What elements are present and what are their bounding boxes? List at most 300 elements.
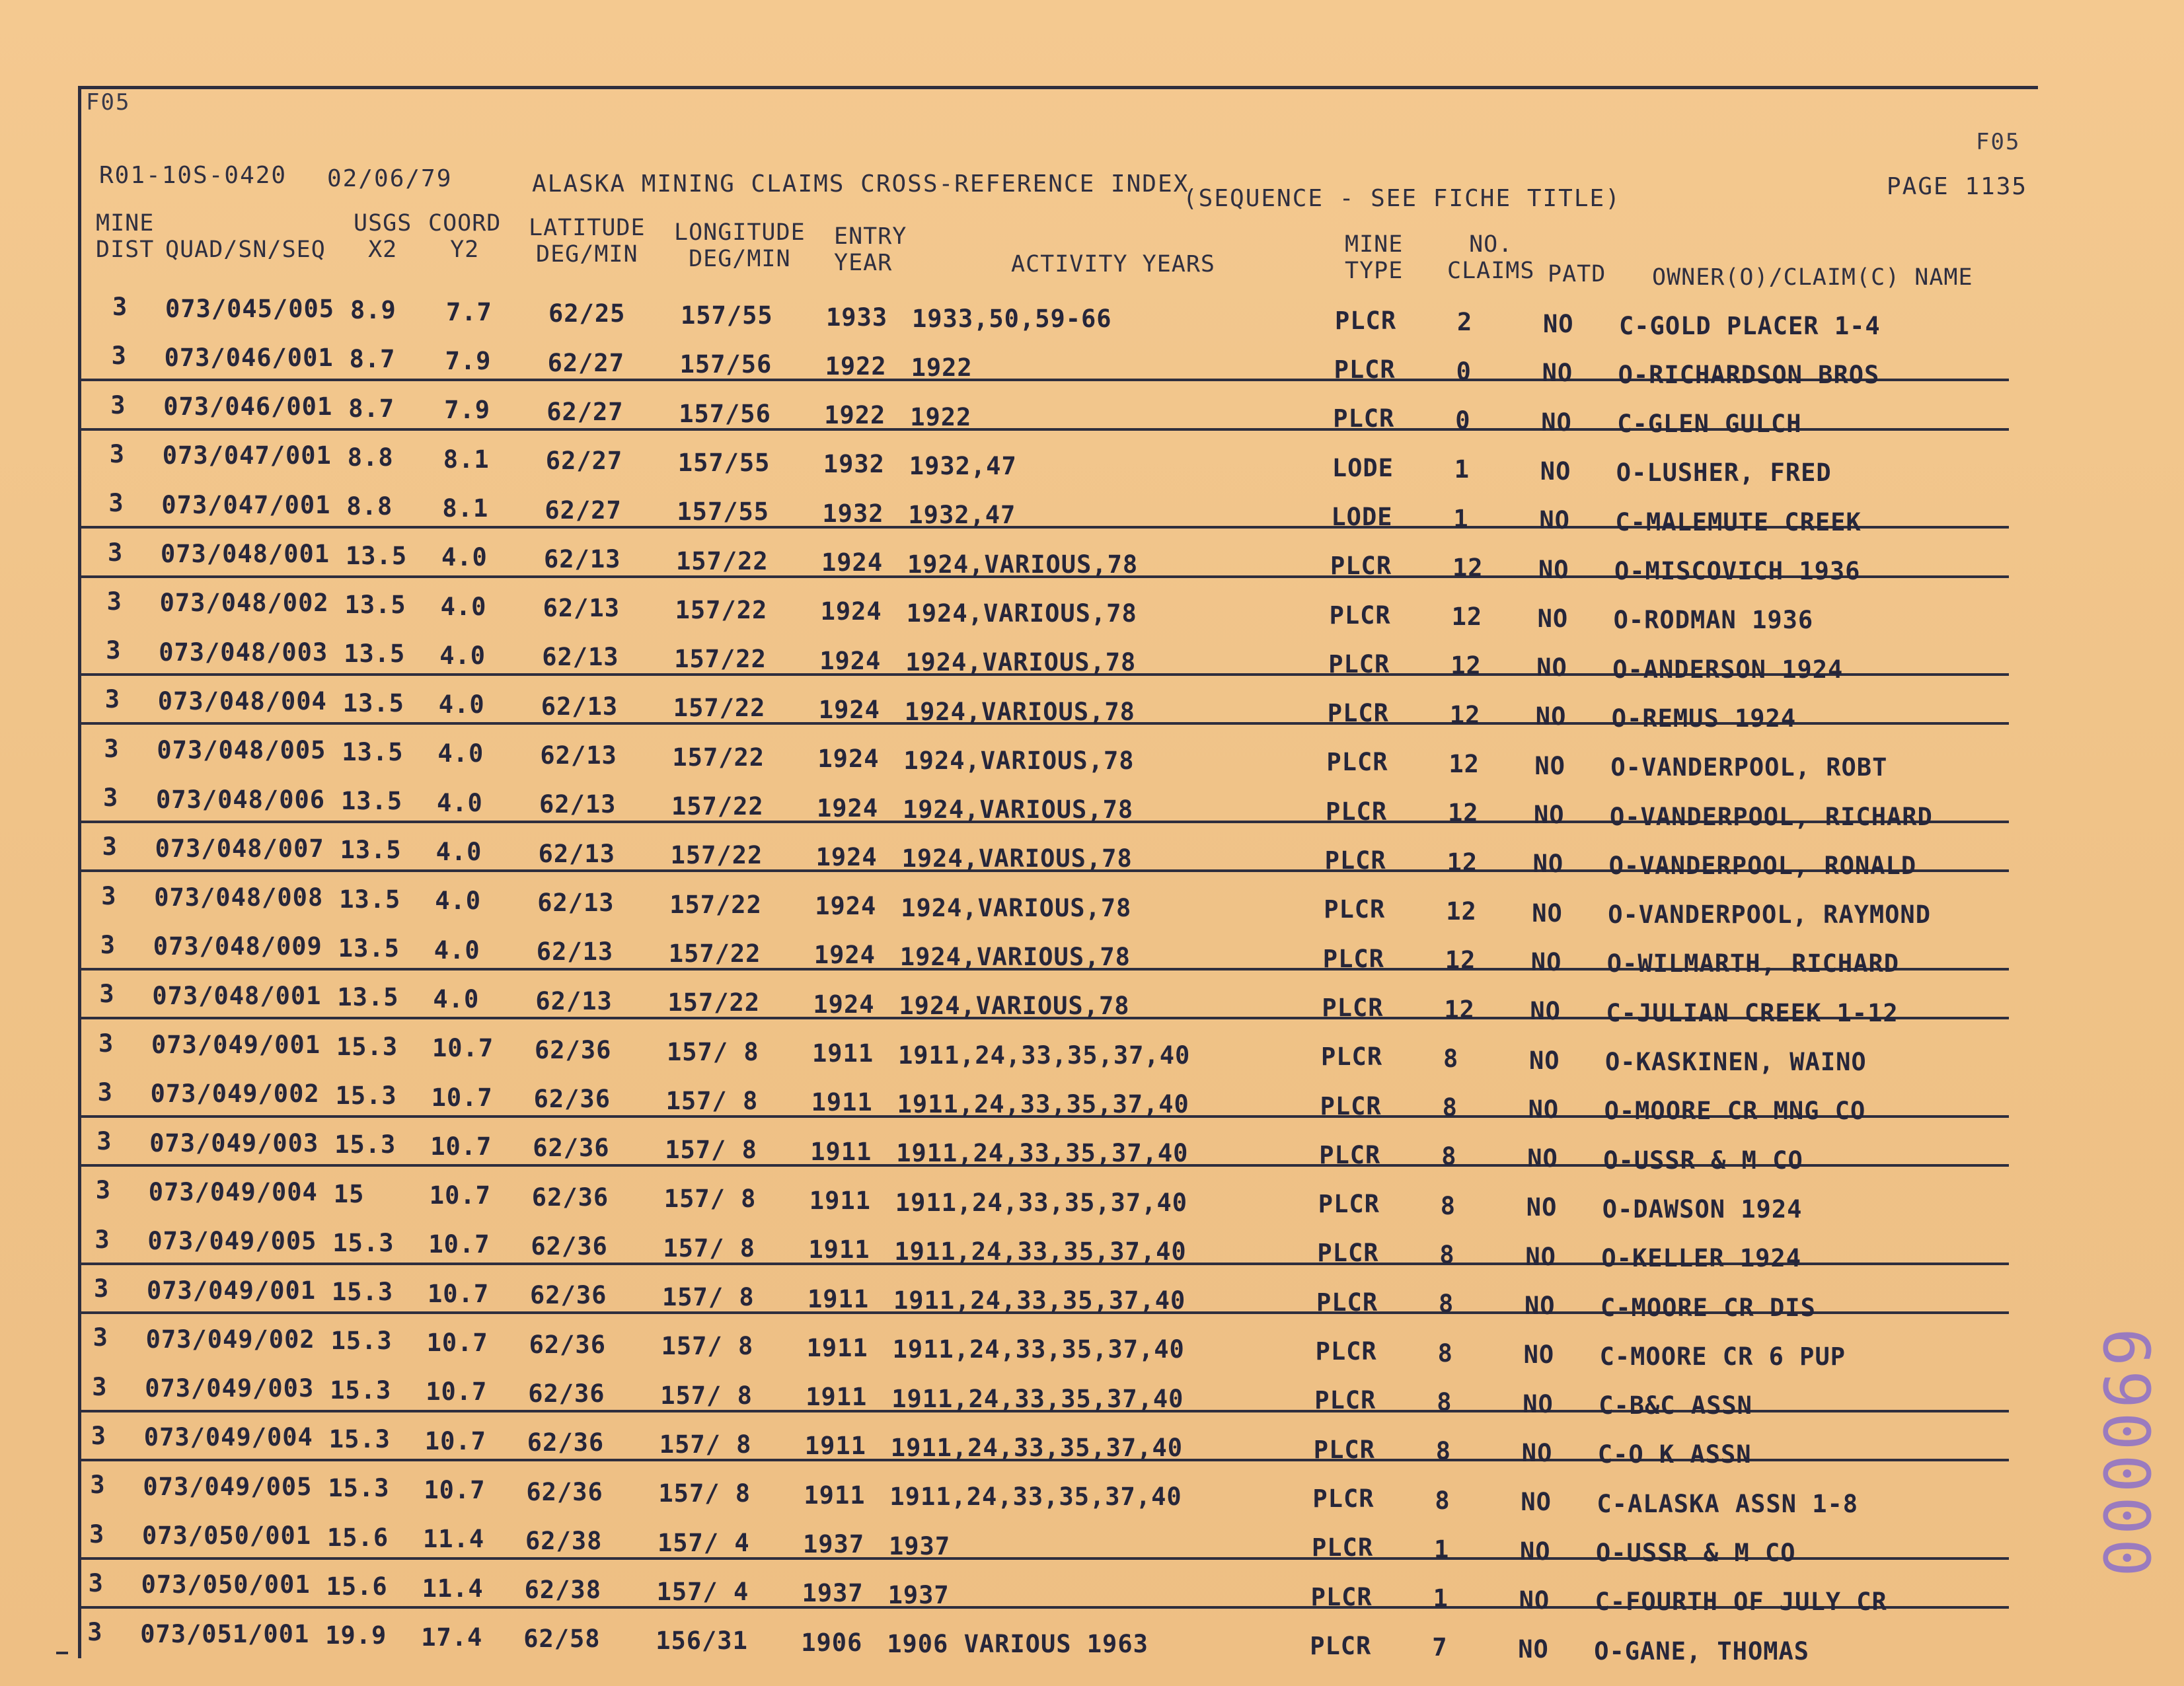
cell-patd: NO bbox=[1534, 751, 1565, 780]
cell-dist: 3 bbox=[111, 342, 127, 371]
cell-x: 19.9 bbox=[325, 1621, 387, 1650]
cell-quad: 073/048/003 bbox=[159, 638, 328, 667]
cell-lat: 62/36 bbox=[533, 1134, 610, 1163]
cell-activity: 1924,VARIOUS,78 bbox=[899, 992, 1130, 1021]
cell-lon: 157/ 8 bbox=[660, 1381, 753, 1410]
cell-patd: NO bbox=[1528, 1095, 1560, 1124]
cell-activity: 1924,VARIOUS,78 bbox=[905, 648, 1137, 677]
cell-lon: 157/22 bbox=[669, 890, 762, 919]
table-row bbox=[79, 624, 2009, 684]
cell-y: 10.7 bbox=[426, 1377, 488, 1407]
cell-entry: 1924 bbox=[817, 745, 880, 774]
cell-type: PLCR bbox=[1335, 306, 1397, 335]
cell-patd: NO bbox=[1530, 947, 1562, 976]
cell-entry: 1924 bbox=[815, 892, 877, 921]
cell-entry: 1911 bbox=[806, 1383, 868, 1412]
cell-type: PLCR bbox=[1319, 1140, 1381, 1169]
cell-type: PLCR bbox=[1310, 1582, 1373, 1611]
cell-type: PLCR bbox=[1310, 1631, 1372, 1660]
cell-lat: 62/36 bbox=[528, 1379, 605, 1408]
cell-activity: 1911,24,33,35,37,40 bbox=[896, 1139, 1189, 1168]
cell-quad: 073/048/004 bbox=[157, 686, 327, 715]
margin-tick bbox=[56, 1652, 68, 1654]
table-row bbox=[79, 1066, 2009, 1126]
corner-code-right: F05 bbox=[1976, 129, 2021, 155]
col-header-latitude: LATITUDE DEG/MIN bbox=[529, 215, 646, 268]
cell-dist: 3 bbox=[112, 293, 128, 321]
cell-activity: 1924,VARIOUS,78 bbox=[901, 844, 1133, 873]
cell-type: LODE bbox=[1331, 502, 1393, 531]
cell-patd: NO bbox=[1543, 310, 1574, 338]
cell-quad: 073/048/002 bbox=[159, 589, 329, 618]
cell-dist: 3 bbox=[91, 1421, 107, 1450]
cell-lat: 62/36 bbox=[531, 1183, 609, 1212]
cell-y: 10.7 bbox=[429, 1181, 491, 1210]
cell-x: 15.3 bbox=[330, 1375, 392, 1405]
cell-x: 15.6 bbox=[326, 1572, 388, 1601]
cell-lon: 157/22 bbox=[671, 792, 764, 821]
cell-x: 15.3 bbox=[328, 1425, 391, 1454]
cell-lat: 62/36 bbox=[533, 1085, 611, 1114]
cell-dist: 3 bbox=[99, 980, 115, 1009]
cell-lat: 62/36 bbox=[531, 1232, 608, 1261]
cell-lon: 157/ 8 bbox=[665, 1136, 757, 1165]
table-row bbox=[79, 1459, 2009, 1518]
cell-y: 7.9 bbox=[444, 396, 491, 425]
cell-patd: NO bbox=[1521, 1438, 1553, 1467]
cell-quad: 073/047/001 bbox=[161, 490, 331, 519]
cell-patd: NO bbox=[1523, 1340, 1555, 1370]
cell-entry: 1906 bbox=[801, 1628, 863, 1657]
cell-claims: 12 bbox=[1449, 700, 1481, 729]
table-row bbox=[79, 1508, 2009, 1568]
cell-dist: 3 bbox=[98, 1029, 114, 1058]
cell-type: PLCR bbox=[1329, 601, 1391, 630]
cell-type: PLCR bbox=[1324, 846, 1386, 875]
cell-dist: 3 bbox=[92, 1372, 108, 1401]
cell-patd: NO bbox=[1520, 1537, 1551, 1566]
cell-y: 4.0 bbox=[433, 984, 480, 1013]
cell-entry: 1924 bbox=[817, 793, 879, 823]
cell-type: PLCR bbox=[1328, 649, 1390, 678]
table-row bbox=[79, 1410, 2009, 1469]
table-row bbox=[79, 575, 2009, 635]
cell-owner: O-ANDERSON 1924 bbox=[1612, 655, 1844, 684]
cell-lon: 157/56 bbox=[679, 350, 772, 379]
cell-lat: 62/13 bbox=[543, 594, 620, 623]
table-row bbox=[79, 919, 2009, 978]
cell-type: PLCR bbox=[1333, 404, 1395, 433]
cell-x: 15.3 bbox=[330, 1327, 393, 1356]
report-title: ALASKA MINING CLAIMS CROSS-REFERENCE INDEX bbox=[532, 170, 1189, 198]
cell-quad: 073/050/001 bbox=[142, 1521, 312, 1551]
cell-type: PLCR bbox=[1313, 1435, 1375, 1464]
cell-owner: O-WILMARTH, RICHARD bbox=[1606, 949, 1900, 978]
side-stamp-number: 000069 bbox=[2091, 1324, 2165, 1577]
cell-quad: 073/048/008 bbox=[154, 883, 324, 912]
cell-x: 13.5 bbox=[341, 787, 403, 816]
cell-owner: O-USSR & M CO bbox=[1596, 1539, 1796, 1568]
cell-activity: 1937 bbox=[887, 1580, 950, 1609]
cell-activity: 1911,24,33,35,37,40 bbox=[891, 1384, 1184, 1413]
cell-patd: NO bbox=[1541, 408, 1572, 437]
cell-lon: 157/ 8 bbox=[662, 1283, 755, 1311]
cell-claims: 1 bbox=[1433, 1584, 1449, 1613]
cell-y: 10.7 bbox=[424, 1475, 486, 1504]
cell-activity: 1933,50,59-66 bbox=[912, 305, 1112, 334]
cell-lat: 62/27 bbox=[546, 397, 624, 426]
cell-entry: 1937 bbox=[802, 1579, 864, 1608]
cell-lon: 157/56 bbox=[679, 399, 771, 428]
cell-quad: 073/049/004 bbox=[148, 1177, 318, 1206]
cell-owner: C-B&C ASSN bbox=[1599, 1391, 1752, 1420]
cell-y: 4.0 bbox=[441, 543, 488, 572]
cell-owner: O-VANDERPOOL, ROBT bbox=[1610, 753, 1888, 782]
cell-lat: 62/13 bbox=[538, 839, 615, 868]
cell-lat: 62/13 bbox=[537, 888, 615, 917]
cell-claims: 1 bbox=[1453, 504, 1469, 533]
cell-quad: 073/048/009 bbox=[153, 932, 322, 961]
cell-x: 15 bbox=[333, 1179, 365, 1208]
cell-claims: 12 bbox=[1445, 946, 1476, 975]
cell-type: LODE bbox=[1332, 453, 1394, 482]
cell-activity: 1924,VARIOUS,78 bbox=[903, 746, 1135, 775]
cell-quad: 073/048/006 bbox=[156, 785, 326, 814]
cell-entry: 1911 bbox=[810, 1137, 872, 1166]
table-row bbox=[79, 870, 2009, 930]
cell-quad: 073/049/002 bbox=[150, 1080, 320, 1109]
cell-quad: 073/050/001 bbox=[141, 1570, 311, 1599]
cell-dist: 3 bbox=[95, 1176, 112, 1205]
cell-owner: O-LUSHER, FRED bbox=[1616, 458, 1832, 488]
cell-dist: 3 bbox=[106, 636, 122, 665]
table-row bbox=[79, 723, 2009, 782]
cell-dist: 3 bbox=[90, 1471, 106, 1500]
cell-type: PLCR bbox=[1326, 797, 1388, 826]
cell-lon: 157/ 8 bbox=[663, 1233, 756, 1263]
cell-owner: C-MOORE CR 6 PUP bbox=[1599, 1342, 1846, 1371]
cell-lon: 157/22 bbox=[672, 743, 765, 772]
cell-lon: 157/ 8 bbox=[667, 1037, 759, 1066]
cell-patd: NO bbox=[1537, 604, 1569, 633]
cell-y: 10.7 bbox=[431, 1083, 493, 1112]
cell-lon: 157/22 bbox=[676, 546, 769, 575]
cell-lat: 62/13 bbox=[542, 643, 619, 672]
cell-quad: 073/046/001 bbox=[163, 392, 333, 422]
cell-owner: C-FOURTH OF JULY CR bbox=[1595, 1588, 1887, 1617]
cell-lat: 62/27 bbox=[545, 447, 623, 476]
cell-lat: 62/13 bbox=[541, 692, 619, 721]
cell-activity: 1924,VARIOUS,78 bbox=[901, 893, 1132, 922]
cell-claims: 8 bbox=[1437, 1387, 1452, 1416]
cell-activity: 1911,24,33,35,37,40 bbox=[894, 1237, 1187, 1266]
cell-x: 15.3 bbox=[328, 1474, 390, 1503]
cell-entry: 1924 bbox=[820, 597, 882, 626]
col-header-mine-type: MINE TYPE bbox=[1345, 231, 1404, 284]
cell-patd: NO bbox=[1536, 653, 1567, 682]
cell-y: 4.0 bbox=[438, 690, 485, 719]
cell-claims: 7 bbox=[1432, 1633, 1448, 1662]
cell-x: 13.5 bbox=[346, 541, 408, 570]
cell-activity: 1932,47 bbox=[909, 452, 1017, 481]
cell-owner: C-MOORE CR DIS bbox=[1600, 1293, 1816, 1322]
col-header-patd: PATD bbox=[1548, 261, 1606, 287]
cell-lon: 157/55 bbox=[681, 301, 773, 330]
cell-lon: 157/55 bbox=[677, 448, 771, 477]
col-header-quad: QUAD/SN/SEQ bbox=[165, 237, 326, 263]
cell-entry: 1924 bbox=[815, 842, 878, 871]
cell-lat: 62/36 bbox=[526, 1477, 603, 1506]
cell-lon: 157/ 8 bbox=[663, 1185, 757, 1214]
cell-owner: O-VANDERPOOL, RAYMOND bbox=[1608, 900, 1931, 930]
cell-dist: 3 bbox=[110, 390, 126, 420]
cell-quad: 073/049/004 bbox=[143, 1423, 313, 1452]
cell-x: 13.5 bbox=[344, 640, 406, 669]
cell-lon: 157/ 4 bbox=[656, 1577, 749, 1606]
cell-activity: 1922 bbox=[911, 353, 973, 383]
cell-patd: NO bbox=[1542, 359, 1573, 388]
col-header-entry-year: ENTRY YEAR bbox=[834, 223, 907, 276]
cell-x: 8.8 bbox=[346, 492, 393, 521]
cell-type: PLCR bbox=[1324, 895, 1386, 924]
cell-entry: 1932 bbox=[822, 499, 884, 528]
cell-claims: 0 bbox=[1455, 406, 1471, 435]
table-row bbox=[79, 821, 2009, 880]
cell-y: 8.1 bbox=[443, 445, 490, 474]
cell-type: PLCR bbox=[1312, 1484, 1374, 1513]
cell-owner: O-VANDERPOOL, RONALD bbox=[1608, 851, 1917, 880]
cell-activity: 1924,VARIOUS,78 bbox=[903, 795, 1134, 825]
cell-x: 13.5 bbox=[337, 983, 399, 1012]
cell-activity: 1906 VARIOUS 1963 bbox=[887, 1630, 1148, 1659]
cell-dist: 3 bbox=[104, 734, 120, 763]
table-row bbox=[79, 968, 2009, 1027]
cell-activity: 1911,24,33,35,37,40 bbox=[890, 1434, 1184, 1463]
cell-owner: O-RICHARDSON BROS bbox=[1618, 360, 1880, 389]
col-header-owner-claim: OWNER(O)/CLAIM(C) NAME bbox=[1652, 264, 1973, 291]
cell-entry: 1932 bbox=[823, 450, 885, 479]
table-row bbox=[79, 1606, 2009, 1666]
cell-lon: 157/22 bbox=[670, 841, 763, 870]
cell-y: 10.7 bbox=[430, 1132, 492, 1161]
cell-owner: O-KASKINEN, WAINO bbox=[1605, 1048, 1867, 1077]
cell-claims: 12 bbox=[1449, 750, 1480, 779]
cell-quad: 073/049/003 bbox=[149, 1128, 319, 1157]
table-row bbox=[79, 1263, 2009, 1322]
cell-dist: 3 bbox=[100, 930, 116, 959]
cell-patd: NO bbox=[1539, 506, 1570, 535]
cell-lat: 62/13 bbox=[539, 790, 617, 819]
cell-y: 7.9 bbox=[445, 347, 492, 376]
cell-owner: C-JULIAN CREEK 1-12 bbox=[1606, 998, 1899, 1027]
cell-x: 13.5 bbox=[339, 885, 401, 914]
cell-quad: 073/048/007 bbox=[155, 834, 324, 863]
cell-x: 15.6 bbox=[327, 1523, 389, 1552]
cell-patd: NO bbox=[1530, 997, 1561, 1026]
table-row bbox=[79, 772, 2009, 831]
cell-entry: 1911 bbox=[804, 1432, 866, 1461]
cell-y: 11.4 bbox=[423, 1525, 485, 1554]
cell-patd: NO bbox=[1538, 555, 1569, 584]
cell-owner: C-MALEMUTE CREEK bbox=[1615, 507, 1862, 536]
cell-entry: 1924 bbox=[813, 990, 875, 1019]
cell-lon: 157/ 8 bbox=[665, 1086, 759, 1115]
cell-quad: 073/049/001 bbox=[147, 1276, 317, 1305]
cell-y: 4.0 bbox=[435, 887, 482, 916]
cell-claims: 12 bbox=[1452, 553, 1484, 582]
cell-type: PLCR bbox=[1312, 1533, 1374, 1562]
cell-y: 4.0 bbox=[433, 935, 480, 965]
col-header-coord-y: COORD Y2 bbox=[428, 210, 502, 263]
cell-entry: 1924 bbox=[821, 548, 884, 577]
cell-claims: 8 bbox=[1435, 1437, 1452, 1466]
cell-dist: 3 bbox=[108, 538, 124, 567]
cell-x: 8.7 bbox=[349, 345, 396, 374]
cell-owner: C-O K ASSN bbox=[1597, 1440, 1752, 1469]
table-row bbox=[79, 1361, 2009, 1420]
table-row bbox=[79, 1311, 2009, 1371]
cell-claims: 12 bbox=[1444, 995, 1475, 1024]
cell-activity: 1924,VARIOUS,78 bbox=[904, 697, 1135, 726]
cell-owner: C-GOLD PLACER 1-4 bbox=[1619, 311, 1881, 340]
cell-owner: O-GANE, THOMAS bbox=[1594, 1636, 1810, 1666]
cell-dist: 3 bbox=[93, 1323, 108, 1352]
table-row bbox=[79, 428, 2009, 488]
table-row bbox=[79, 1017, 2009, 1077]
cell-dist: 3 bbox=[106, 587, 122, 616]
cell-y: 4.0 bbox=[437, 739, 484, 768]
cell-dist: 3 bbox=[96, 1127, 112, 1156]
cell-entry: 1911 bbox=[811, 1088, 873, 1117]
cell-claims: 8 bbox=[1441, 1142, 1457, 1171]
cell-lat: 62/36 bbox=[530, 1281, 607, 1310]
cell-dist: 3 bbox=[94, 1274, 110, 1303]
cell-dist: 3 bbox=[104, 685, 121, 714]
cell-patd: NO bbox=[1527, 1144, 1558, 1173]
cell-type: PLCR bbox=[1334, 355, 1396, 385]
cell-lat: 62/13 bbox=[536, 937, 614, 967]
col-header-longitude: LONGITUDE DEG/MIN bbox=[674, 219, 806, 272]
cell-lat: 62/27 bbox=[545, 495, 622, 525]
cell-dist: 3 bbox=[87, 1618, 103, 1647]
cell-lon: 157/ 8 bbox=[661, 1332, 754, 1361]
cell-type: PLCR bbox=[1316, 1288, 1378, 1317]
cell-x: 8.9 bbox=[350, 296, 396, 325]
cell-type: PLCR bbox=[1322, 993, 1384, 1022]
cell-entry: 1922 bbox=[825, 351, 887, 381]
cell-owner: O-VANDERPOOL, RICHARD bbox=[1610, 802, 1933, 831]
cell-activity: 1911,24,33,35,37,40 bbox=[895, 1188, 1188, 1217]
cell-patd: NO bbox=[1525, 1292, 1556, 1320]
table-row bbox=[79, 1214, 2009, 1273]
cell-activity: 1911,24,33,35,37,40 bbox=[892, 1335, 1185, 1364]
cell-claims: 1 bbox=[1434, 1535, 1450, 1564]
table-row bbox=[79, 1557, 2009, 1617]
report-id: R01-10S-0420 bbox=[99, 162, 287, 189]
cell-y: 4.0 bbox=[437, 788, 483, 817]
col-header-no-claims: NO. CLAIMS bbox=[1447, 231, 1535, 284]
cell-lon: 157/ 8 bbox=[659, 1430, 752, 1459]
cell-claims: 12 bbox=[1448, 799, 1479, 828]
cell-dist: 3 bbox=[101, 881, 117, 910]
cell-claims: 8 bbox=[1440, 1191, 1456, 1220]
cell-y: 10.7 bbox=[432, 1034, 494, 1063]
col-header-usgs-x: USGS X2 bbox=[354, 210, 412, 263]
cell-owner: O-DAWSON 1924 bbox=[1602, 1194, 1803, 1224]
cell-entry: 1911 bbox=[812, 1039, 874, 1068]
cell-type: PLCR bbox=[1317, 1239, 1379, 1268]
cell-owner: O-MOORE CR MNG CO bbox=[1604, 1097, 1866, 1126]
page-number: PAGE 1135 bbox=[1887, 173, 2028, 200]
cell-quad: 073/045/005 bbox=[165, 294, 335, 323]
cell-lon: 157/55 bbox=[677, 497, 770, 527]
cell-activity: 1932,47 bbox=[908, 501, 1016, 530]
cell-patd: NO bbox=[1519, 1586, 1550, 1615]
cell-owner: O-RODMAN 1936 bbox=[1613, 606, 1814, 635]
cell-x: 15.3 bbox=[332, 1278, 394, 1307]
cell-x: 13.5 bbox=[342, 737, 404, 766]
cell-owner: O-MISCOVICH 1936 bbox=[1614, 557, 1861, 586]
cell-patd: NO bbox=[1535, 702, 1567, 731]
cell-quad: 073/048/001 bbox=[152, 981, 322, 1010]
cell-y: 10.7 bbox=[428, 1230, 490, 1259]
table-row bbox=[79, 1115, 2009, 1175]
cell-quad: 073/049/001 bbox=[151, 1031, 321, 1060]
cell-patd: NO bbox=[1525, 1242, 1556, 1271]
cell-type: PLCR bbox=[1321, 1043, 1383, 1072]
cell-y: 7.7 bbox=[446, 297, 492, 326]
cell-lat: 62/36 bbox=[529, 1330, 606, 1359]
cell-claims: 12 bbox=[1450, 651, 1482, 680]
table-row bbox=[79, 1164, 2009, 1224]
cell-lat: 62/13 bbox=[535, 986, 613, 1015]
cell-patd: NO bbox=[1534, 801, 1565, 829]
cell-entry: 1937 bbox=[803, 1530, 865, 1559]
cell-entry: 1922 bbox=[824, 401, 886, 430]
cell-lat: 62/38 bbox=[524, 1576, 601, 1605]
cell-patd: NO bbox=[1521, 1488, 1552, 1517]
cell-owner: O-USSR & M CO bbox=[1603, 1146, 1803, 1175]
cell-claims: 8 bbox=[1442, 1093, 1458, 1122]
cell-x: 13.5 bbox=[338, 934, 400, 963]
cell-entry: 1924 bbox=[813, 941, 876, 970]
cell-lat: 62/25 bbox=[548, 299, 626, 328]
cell-lon: 157/22 bbox=[673, 694, 766, 723]
cell-x: 8.8 bbox=[347, 443, 394, 472]
cell-x: 13.5 bbox=[340, 836, 402, 865]
cell-patd: NO bbox=[1540, 457, 1571, 486]
table-row bbox=[79, 673, 2009, 733]
cell-type: PLCR bbox=[1318, 1190, 1380, 1219]
cell-patd: NO bbox=[1518, 1635, 1549, 1664]
cell-activity: 1922 bbox=[910, 402, 972, 431]
cell-owner: O-REMUS 1924 bbox=[1611, 704, 1797, 733]
cell-lat: 62/36 bbox=[535, 1035, 612, 1064]
cell-x: 15.3 bbox=[334, 1130, 396, 1159]
cell-entry: 1911 bbox=[808, 1284, 870, 1313]
cell-lon: 157/22 bbox=[668, 939, 761, 968]
col-header-dist: MINE DIST bbox=[96, 210, 155, 263]
corner-code-left: F05 bbox=[86, 89, 131, 116]
cell-type: PLCR bbox=[1322, 944, 1384, 973]
cell-type: PLCR bbox=[1327, 699, 1389, 728]
cell-x: 15.3 bbox=[336, 1032, 398, 1061]
cell-type: PLCR bbox=[1330, 552, 1392, 581]
cell-quad: 073/051/001 bbox=[140, 1619, 310, 1648]
cell-x: 13.5 bbox=[344, 590, 406, 619]
cell-lon: 157/ 8 bbox=[658, 1479, 751, 1508]
cell-patd: NO bbox=[1532, 850, 1564, 879]
